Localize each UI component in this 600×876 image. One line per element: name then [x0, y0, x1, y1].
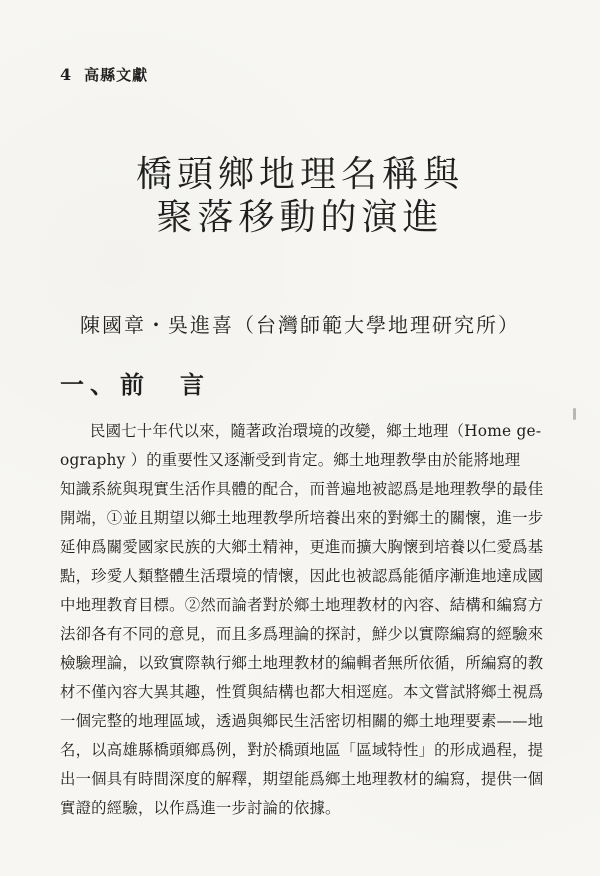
journal-name: 高縣文獻 [84, 66, 149, 84]
paragraph-line-7: 中地理教育目標。②然而論者對於鄉土地理教材的內容、結構和編寫方 [60, 596, 544, 614]
paragraph-line-6: 點，珍愛人類整體生活環境的情懷，因此也被認爲能循序漸進地達成國 [60, 567, 544, 585]
paragraph-line-8: 法卻各有不同的意見，而且多爲理論的探討，鮮少以實際編寫的經驗來 [60, 625, 544, 643]
paragraph-line-13: 出一個具有時間深度的解釋，期望能爲鄉土地理教材的編寫，提供一個 [60, 770, 544, 788]
paragraph-line-1: 民國七十年代以來，隨著政治環境的改變，鄉土地理（Home ge- [90, 422, 542, 440]
section-heading: 一、前 言 [60, 370, 210, 399]
paragraph-line-4: 開端，①並且期望以鄉土地理教學所培養出來的對鄉土的關懷，進一步 [60, 509, 544, 527]
paragraph-line-14: 實證的經驗，以作爲進一步討論的依據。 [60, 799, 341, 817]
paragraph-line-2: ography ）的重要性又逐漸受到肯定。鄉土地理教學由於能將地理 [60, 451, 521, 469]
body-paragraph [60, 417, 550, 823]
paragraph-line-11: 一個完整的地理區域，透過與鄉民生活密切相關的鄉土地理要素——地 [60, 712, 544, 730]
scan-mark [573, 408, 576, 420]
page-number: 4 [60, 65, 73, 84]
paragraph-line-5: 延伸爲關愛國家民族的大鄉土精神，更進而擴大胸懷到培養以仁愛爲基 [60, 538, 544, 556]
paragraph-line-10: 材不僅內容大異其趣，性質與結構也都大相逕庭。本文嘗試將鄉土視爲 [60, 683, 544, 701]
author-byline: 陳國章・吳進喜（台灣師範大學地理研究所） [80, 313, 520, 337]
paragraph-line-9: 檢驗理論，以致實際執行鄉土地理教材的編輯者無所依循，所編寫的教 [60, 654, 544, 672]
paragraph-line-3: 知識系統與現實生活作具體的配合，而普遍地被認爲是地理教學的最佳 [60, 480, 544, 498]
page-header [60, 64, 148, 85]
paragraph-line-12: 名，以高雄縣橋頭鄉爲例，對於橋頭地區「區域特性」的形成過程，提 [60, 741, 544, 759]
article-title-line-2: 聚落移動的演進 [156, 197, 444, 238]
article-title-line-1: 橋頭鄉地理名稱與 [135, 154, 464, 195]
